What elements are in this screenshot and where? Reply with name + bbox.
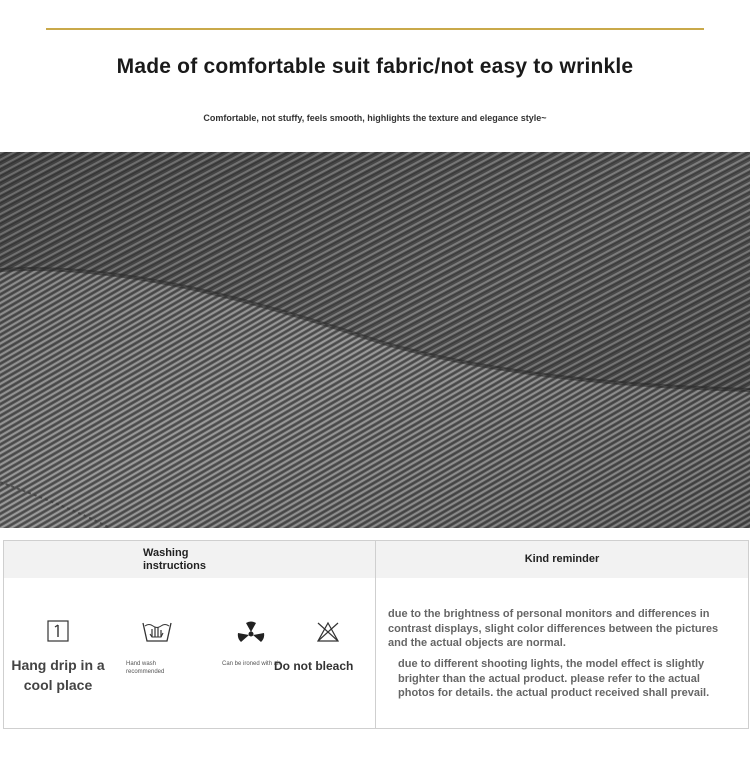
info-panel	[3, 540, 749, 729]
page-title: Made of comfortable suit fabric/not easy to wrinkle	[116, 55, 634, 78]
care-label-hand-wash: Hand wash recommended	[126, 661, 165, 675]
gold-divider-line	[46, 28, 704, 30]
reminder-note-1: due to the brightness of personal monitors and differences in contrast displays, slight color differences between the pictures and the actual objects are normal.	[388, 608, 719, 649]
no-bleach-icon	[316, 621, 340, 648]
hand-wash-icon	[141, 617, 173, 648]
page-subtitle: Comfortable, not stuffy, feels smooth, highlights the texture and elegance style~	[203, 113, 547, 123]
hang-dry-icon	[47, 620, 69, 647]
iron-icon	[237, 620, 265, 649]
washing-header	[4, 541, 375, 578]
fabric-texture-image	[0, 152, 750, 528]
reminder-note-2: due to different shooting lights, the model effect is slightly brighter than the actual product. please refer to the actual photos for details. the actual product received shall prevail.	[398, 658, 710, 699]
care-label-hang-dry: Hang drip in a cool place	[11, 657, 105, 693]
care-label-iron: Can be ironed with air	[222, 661, 281, 667]
care-label-no-bleach: Do not bleach	[274, 659, 354, 673]
reminder-header-label: Kind reminder	[524, 553, 600, 565]
reminder-header	[376, 541, 748, 578]
panel-divider	[375, 541, 376, 728]
washing-header-label: Washing instructions	[143, 547, 206, 572]
